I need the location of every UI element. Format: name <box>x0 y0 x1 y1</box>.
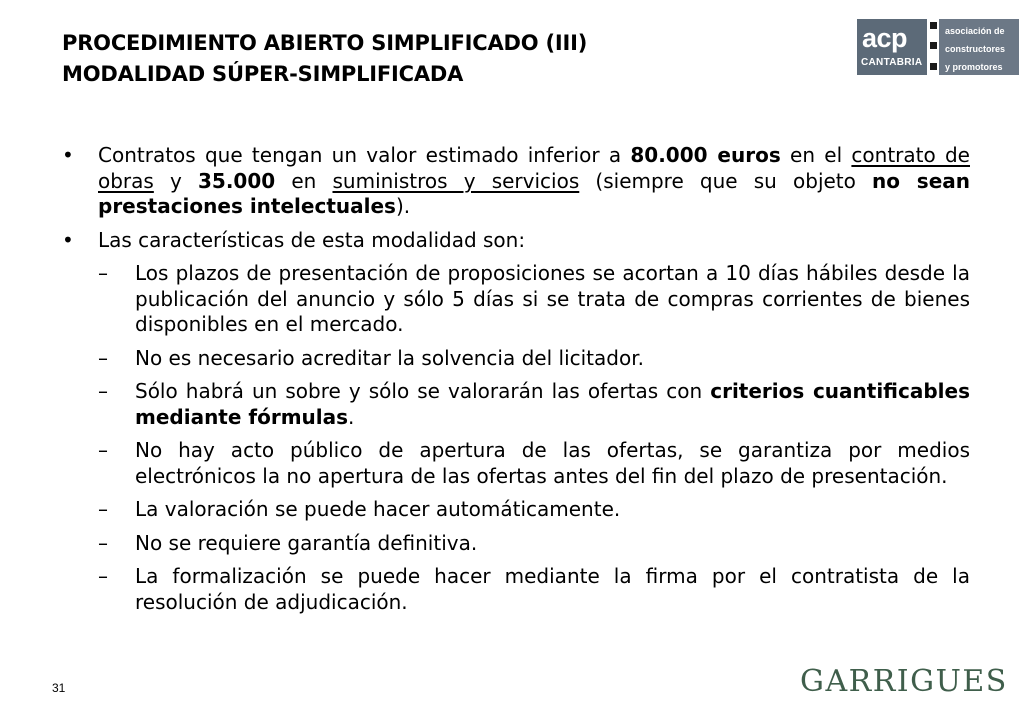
text: La valoración se puede hacer automáticamente. <box>135 497 621 521</box>
text: La formalización se puede hacer mediante la firma por el contratista de la resolución de adjudicación. <box>135 564 970 614</box>
bold-amount: 80.000 euros <box>630 143 781 167</box>
sub-item <box>62 564 970 615</box>
bold-text: criterios cuantificables mediante fórmulas <box>135 379 971 429</box>
logo-light-block <box>939 19 1019 75</box>
bullet-item <box>62 143 970 220</box>
text: en el <box>780 143 852 167</box>
text: Las características de esta modalidad son: <box>98 227 526 252</box>
title-line-1: PROCEDIMIENTO ABIERTO SIMPLIFICADO (III) <box>62 31 588 55</box>
text: en <box>275 168 333 193</box>
text: Sólo habrá un sobre y sólo se valorarán las ofertas con <box>135 379 711 403</box>
text: . <box>348 404 355 429</box>
text: ). <box>395 194 411 218</box>
sub-item <box>62 379 970 430</box>
text: (siempre que su objeto <box>579 168 873 193</box>
square-icon <box>930 42 937 49</box>
sub-item <box>62 346 970 372</box>
sub-item <box>62 438 970 489</box>
text: No es necesario acreditar la solvencia del licitador. <box>135 345 644 370</box>
acp-logo <box>857 19 1019 75</box>
underlined-text: contrato de obras <box>98 143 970 193</box>
text: y <box>153 168 198 193</box>
logo-dark-block <box>857 19 927 75</box>
dash-marker: – <box>98 564 108 588</box>
logo-squares <box>927 19 939 75</box>
logo-line-1: asociación de <box>945 26 1005 36</box>
logo-region-text: CANTABRIA <box>861 57 923 68</box>
text: No se requiere garantía definitiva. <box>135 530 478 555</box>
bold-text: no sean prestaciones intelectuales <box>98 168 970 218</box>
square-icon <box>930 63 937 70</box>
dash-marker: – <box>98 497 108 521</box>
slide-title <box>62 28 822 90</box>
bullet-marker: • <box>62 227 74 252</box>
page-number: 31 <box>52 681 66 695</box>
bold-amount: 35.000 <box>198 168 276 193</box>
logo-line-3: y promotores <box>945 62 1003 72</box>
garrigues-logo: GARRIGUES <box>800 664 1008 699</box>
square-icon <box>930 22 937 29</box>
logo-acp-text: acp <box>862 23 908 53</box>
bullet-marker: • <box>62 143 74 167</box>
logo-line-2: constructores <box>945 44 1006 54</box>
dash-marker: – <box>98 345 108 370</box>
sub-item <box>62 497 970 523</box>
sub-item <box>62 261 970 338</box>
slide-content <box>62 143 970 623</box>
dash-marker: – <box>98 530 108 555</box>
underlined-text: suministros y servicios <box>332 168 580 193</box>
dash-marker: – <box>98 379 108 403</box>
dash-marker: – <box>98 261 108 285</box>
sub-item <box>62 531 970 557</box>
text: No hay acto público de apertura de las ofertas, se garantiza por medios electrónicos la no apertura de las ofertas antes del fin del plazo de presentación. <box>135 438 970 488</box>
title-line-2: MODALIDAD SÚPER-SIMPLIFICADA <box>62 62 464 86</box>
text: Los plazos de presentación de proposiciones se acortan a 10 días hábiles desde la publicación del anuncio y sólo 5 días si se trata de compras corrientes de bienes disponibles en el mercado. <box>135 261 970 336</box>
bullet-item <box>62 228 970 254</box>
text: Contratos que tengan un valor estimado inferior a <box>98 143 631 167</box>
dash-marker: – <box>98 438 108 462</box>
